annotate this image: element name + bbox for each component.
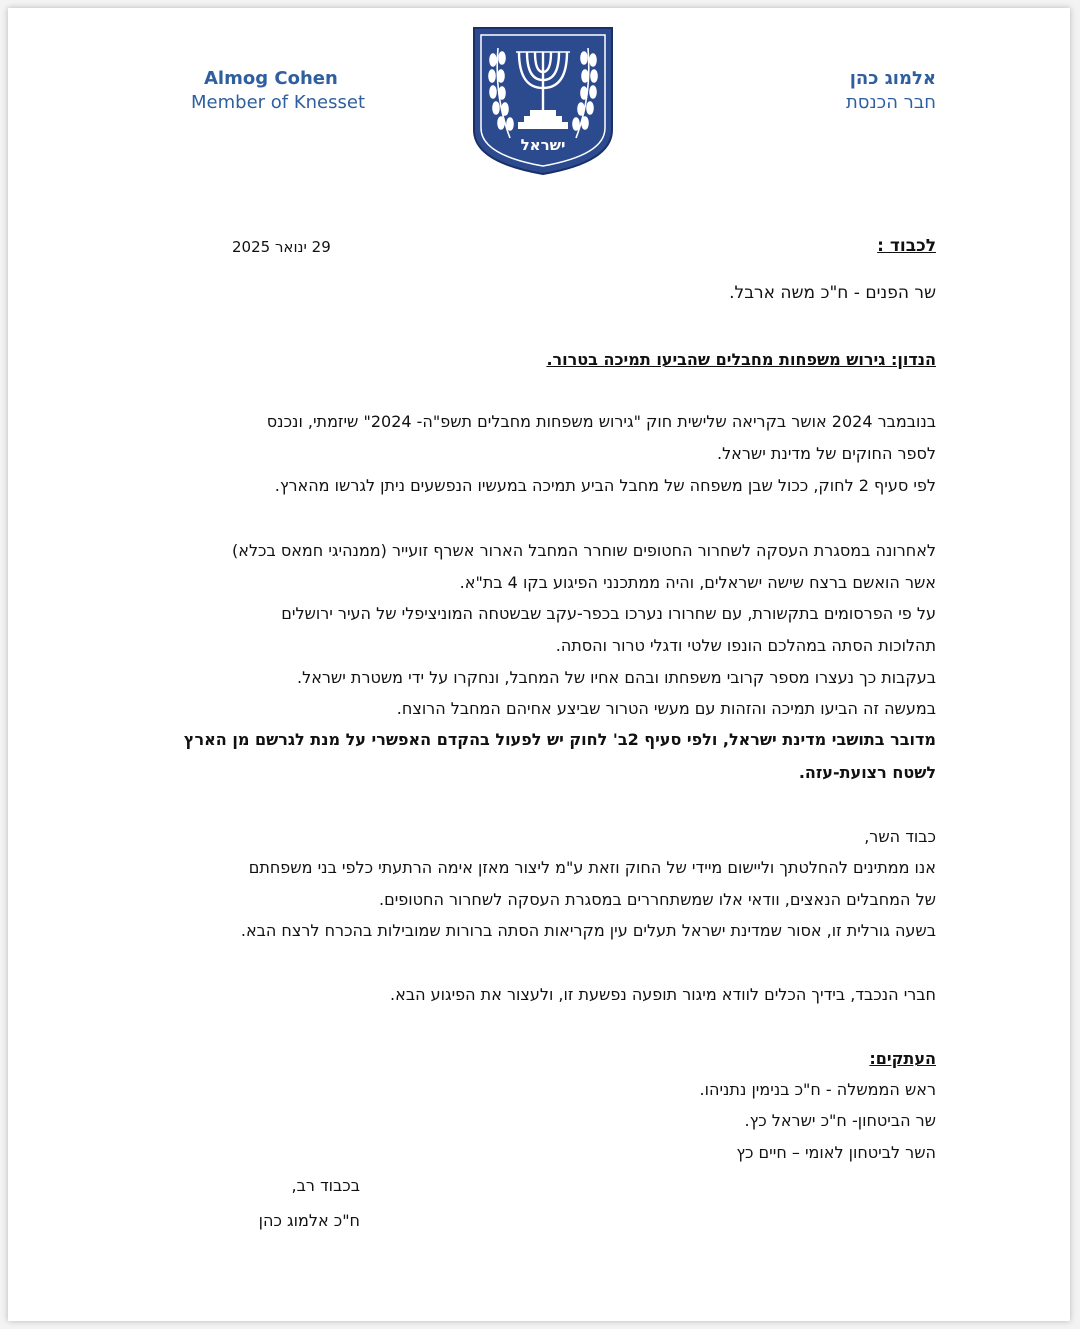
paragraph2-line5: בעקבות כך נעצרו מספר קרובי משפחתו ובהם אחיו של המחבל, ונחקרו על ידי משטרת ישראל. <box>297 668 936 687</box>
paragraph2-line6: במעשה זה הביעו תמיכה והזהות עם מעשי הטרור שביצע אחיהם המחבל הרוצח. <box>396 699 936 718</box>
english-title: Member of Knesset <box>191 92 366 113</box>
paragraph2-bold-line1: מדובר בתושבי מדינת ישראל, ולפי סעיף 2ב' לחוק יש לפעול בהקדם האפשרי על מנת לגרשם מן הארץ <box>183 730 936 749</box>
paragraph2-bold-line2: לשטח רצועת-עזה. <box>798 763 936 782</box>
state-emblem-icon <box>472 26 614 176</box>
paragraph1-line2: לספר החוקים של מדינת ישראל. <box>716 444 936 463</box>
paragraph3-line1: אנו ממתינים להחלטתך וליישום מיידי של החוק וזאת ע"מ ליצור מאזן אימה הרתעתי כלפי בני משפחתם <box>248 858 936 877</box>
copies-item: שר הביטחון- ח"כ ישראל כץ. <box>744 1111 936 1130</box>
copies-item: ראש הממשלה - ח"כ בנימין נתניהו. <box>699 1080 936 1099</box>
letter-page <box>8 8 1070 1321</box>
paragraph3-line2: של המחבלים הנאצים, וודאי אלו שמשתחררים במסגרת העסקה לשחרור החטופים. <box>379 890 936 909</box>
subject-line: הנדון: גירוש משפחות מחבלים שהביעו תמיכה בטרור. <box>546 350 936 369</box>
signature: ח"כ אלמוג כהן <box>258 1211 360 1230</box>
letter-date: 29 ינואר 2025 <box>232 238 331 256</box>
paragraph4: חברי הנכבד, בידיך הכלים לוודא מיגור תופעה נפשעת זו, ולעצור את הפיגוע הבא. <box>390 985 936 1004</box>
closing: בכבוד רב, <box>291 1176 360 1195</box>
paragraph2-line2: אשר הואשם ברצח שישה ישראלים, והיה ממתכנני הפיגוע בקו 4 בת"א. <box>459 573 936 592</box>
copies-label: העתקים: <box>869 1049 936 1068</box>
paragraph2-line3: על פי הפרסומים בתקשורת, עם שחרורו נערכו בכפר-עקב שבשטחה המוניציפלי של העיר ירושלים <box>281 604 936 623</box>
paragraph1-line1: בנובמבר 2024 אושר בקריאה שלישית חוק "גירוש משפחות מחבלים תשפ"ה- 2024" שיזמתי, ונכנס <box>266 412 936 431</box>
emblem-text: ישראל <box>520 136 566 154</box>
paragraph2-line1: לאחרונה במסגרת העסקה לשחרור החטופים שוחרר המחבל הארור אשרף זועייר (ממנהיגי חמאס בכלא) <box>232 541 936 560</box>
to-label: לכבוד : <box>877 236 936 256</box>
salutation: כבוד השר, <box>864 827 936 846</box>
hebrew-name: אלמוג כהן <box>849 68 936 89</box>
paragraph1-line3: לפי סעיף 2 לחוק, ככול שבן משפחה של מחבל הביע תמיכה במעשיו הנפשעים ניתן לגרשו מהארץ. <box>274 476 936 495</box>
english-name: Almog Cohen <box>204 68 338 89</box>
hebrew-title: חבר הכנסת <box>845 92 936 113</box>
paragraph3-line3: בשעה גורלית זו, אסור שמדינת ישראל תעלים עין מקריאות הסתה ברורות שמובילות בהכרח לרצח הבא. <box>240 921 936 940</box>
copies-item: השר לביטחון לאומי – חיים כץ <box>736 1143 936 1162</box>
paragraph2-line4: תהלוכות הסתה במהלכם הונפו שלטי ודגלי טרור והסתה. <box>555 636 936 655</box>
recipient: שר הפנים - ח"כ משה ארבל. <box>729 283 936 303</box>
